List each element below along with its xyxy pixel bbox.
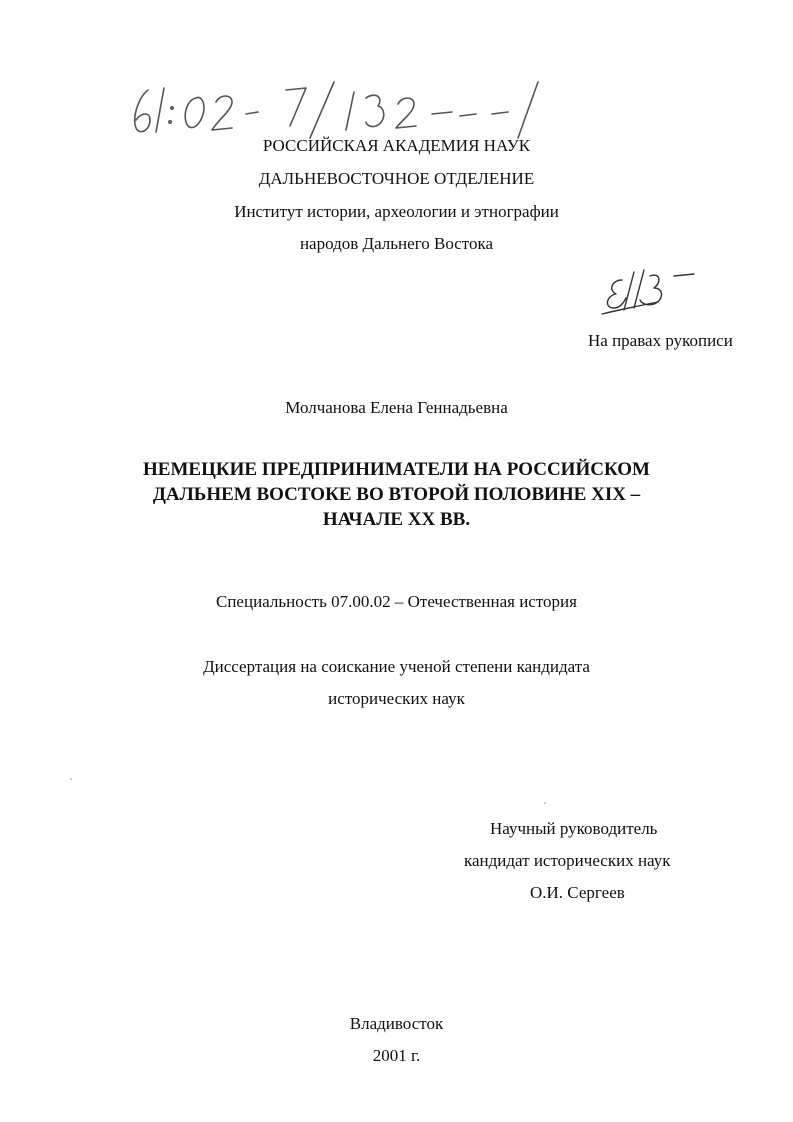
degree-line-1: Диссертация на соискание ученой степени кандидата [203, 657, 590, 676]
handwritten-signature [598, 262, 708, 322]
title-line-1: НЕМЕЦКИЕ ПРЕДПРИНИМАТЕЛИ НА РОССИЙСКОМ [143, 459, 650, 480]
institute-name: Институт истории, археологии и этнографии [234, 202, 559, 221]
title-line-2: ДАЛЬНЕМ ВОСТОКЕ ВО ВТОРОЙ ПОЛОВИНЕ XIX – [152, 484, 641, 505]
academy-name: РОССИЙСКАЯ АКАДЕМИЯ НАУК [262, 136, 531, 155]
scan-speck [544, 802, 546, 804]
dissertation-title [0, 457, 793, 532]
title-line-3: НАЧАЛЕ XX ВВ. [322, 509, 471, 530]
specialty: Специальность 07.00.02 – Отечественная история [216, 592, 577, 611]
author-name: Молчанова Елена Геннадьевна [285, 398, 508, 417]
institute-name-cont: народов Дальнего Востока [299, 234, 494, 253]
degree-line-2: исторических наук [328, 689, 465, 708]
scan-speck [70, 778, 72, 780]
supervisor-role: Научный руководитель [490, 819, 658, 838]
city: Владивосток [349, 1014, 444, 1033]
branch-name: ДАЛЬНЕВОСТОЧНОЕ ОТДЕЛЕНИЕ [258, 169, 535, 188]
supervisor-degree: кандидат исторических наук [464, 851, 671, 870]
supervisor-name: О.И. Сергеев [530, 883, 625, 902]
year: 2001 г. [372, 1046, 421, 1065]
rights-note: На правах рукописи [588, 331, 733, 350]
